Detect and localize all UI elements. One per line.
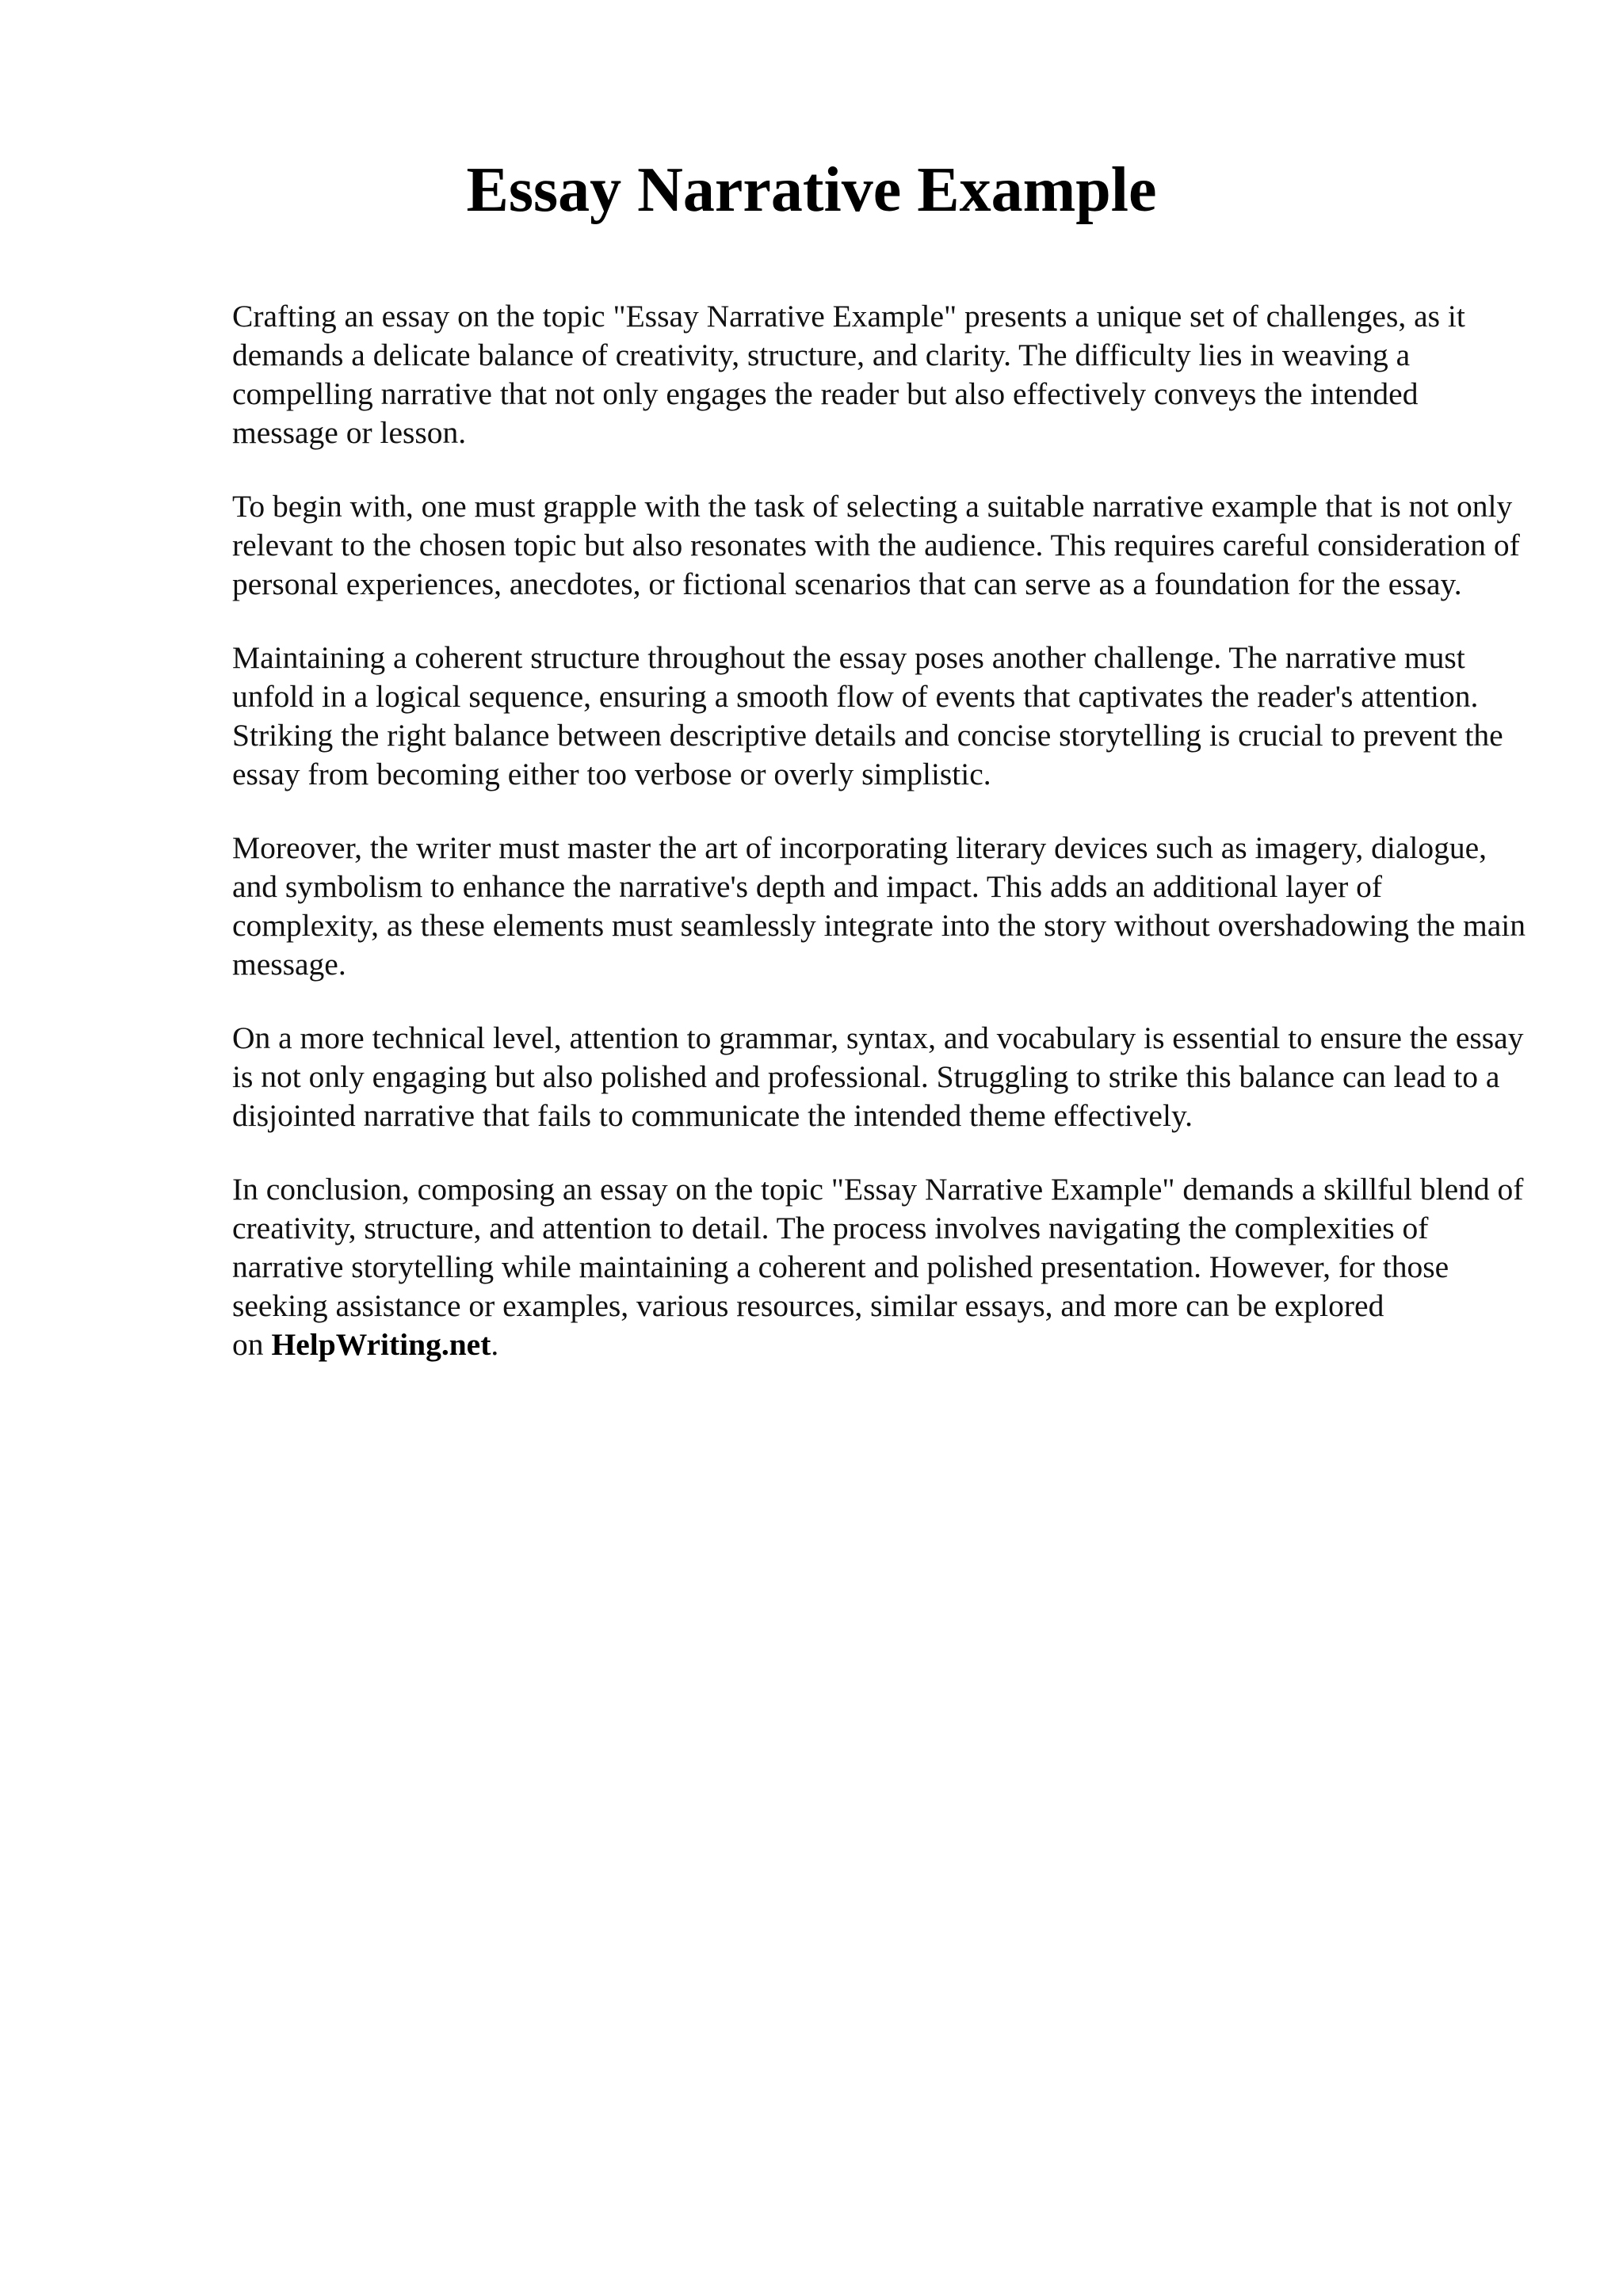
paragraph-selection: To begin with, one must grapple with the task of selecting a suitable narrative example that is not only relevant to the chosen topic but also resonates with the audience. This requires careful consideration of personal experiences, anecdotes, or fictional scenarios that can serve as a foundation for the essay. bbox=[232, 489, 1520, 601]
paragraph-intro: Crafting an essay on the topic "Essay Narrative Example" presents a unique set of challenges, as it demands a delicate balance of creativity, structure, and clarity. The difficulty lies in weaving a compelling narrative that not only engages the reader but also effectively conveys the intended message or lesson. bbox=[232, 299, 1465, 450]
paragraph-structure: Maintaining a coherent structure throughout the essay poses another challenge. The narrative must unfold in a logical sequence, ensuring a smooth flow of events that captivates the reader's attention. Striking the right balance between descriptive details and concise storytelling is crucial to prevent the essay from becoming either too verbose or overly simplistic. bbox=[232, 640, 1503, 791]
paragraph-technical: On a more technical level, attention to grammar, syntax, and vocabulary is essential to ensure the essay is not only engaging but also polished and professional. Struggling to strike this balance can lead to a disjointed narrative that fails to communicate the intended theme effectively. bbox=[232, 1020, 1524, 1133]
paragraph-conclusion bbox=[232, 1170, 1528, 1364]
document-title: Essay Narrative Example bbox=[466, 155, 1157, 225]
helpwriting-link[interactable]: HelpWriting.net bbox=[271, 1327, 491, 1362]
conclusion-period: . bbox=[491, 1327, 499, 1362]
document-body bbox=[232, 297, 1528, 1399]
paragraph-literary-devices: Moreover, the writer must master the art of incorporating literary devices such as imagery, dialogue, and symbolism to enhance the narrative's depth and impact. This adds an additional layer of complexity, as these elements must seamlessly integrate into the story without overshadowing the main message. bbox=[232, 830, 1526, 982]
conclusion-text: In conclusion, composing an essay on the topic "Essay Narrative Example" demands a skillful blend of creativity, structure, and attention to detail. The process involves navigating the complexities of narrative storytelling while maintaining a coherent and polished presentation. However, for those seeking assistance or examples, various resources, similar essays, and more can be explored on bbox=[232, 1172, 1524, 1362]
